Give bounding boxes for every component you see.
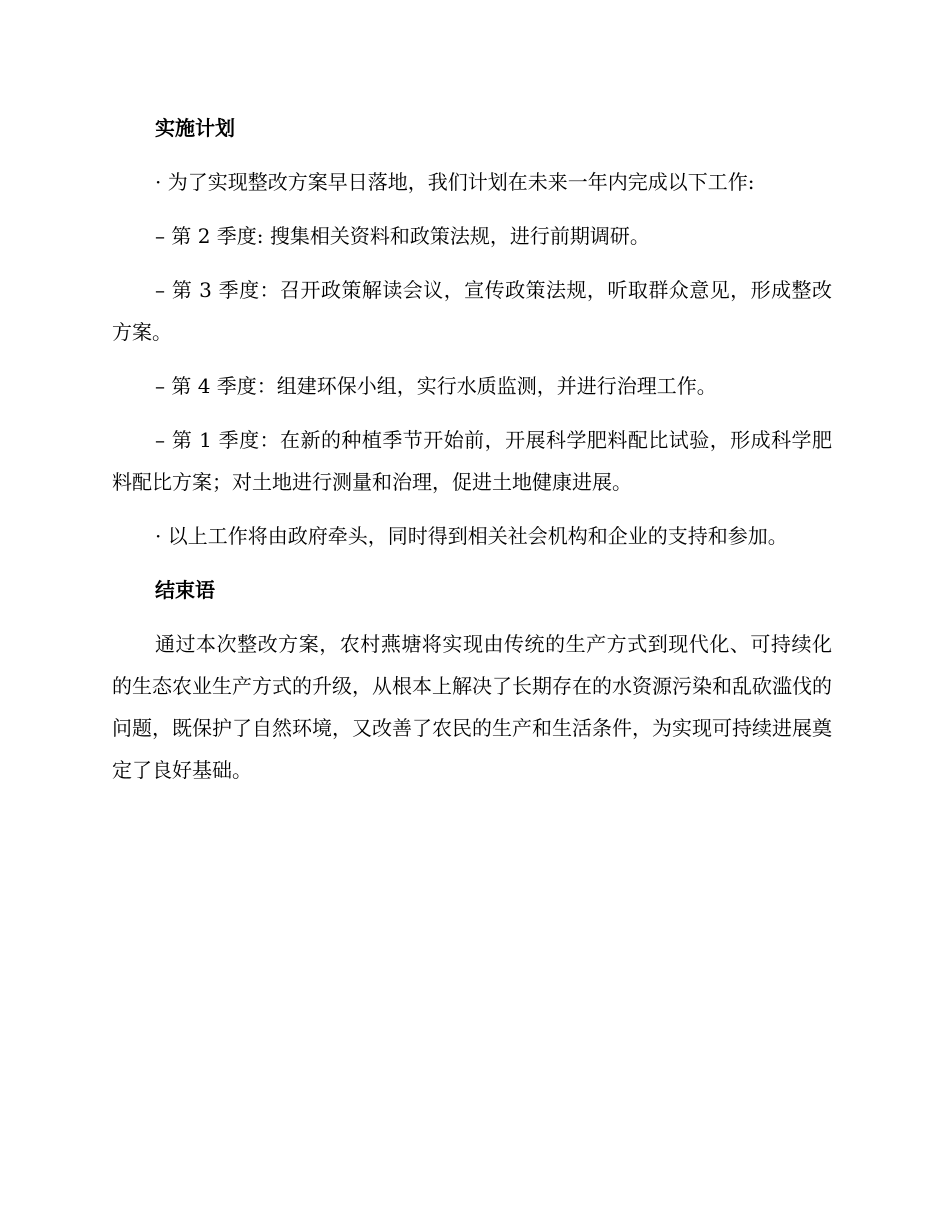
plan-q1-paragraph: – 第 1 季度：在新的种植季节开始前，开展科学肥料配比试验，形成科学肥料配比方案；对土地进行测量和治理，促进土地健康进展。 [112, 428, 832, 494]
plan-support-paragraph: · 以上工作将由政府牵头，同时得到相关社会机构和企业的支持和参加。 [155, 524, 788, 548]
plan-intro-paragraph: · 为了实现整改方案早日落地，我们计划在未来一年内完成以下工作: [155, 170, 755, 194]
plan-q3-paragraph: – 第 3 季度：召开政策解读会议，宣传政策法规，听取群众意见，形成整改方案。 [112, 278, 832, 344]
document-page [112, 107, 832, 791]
section-heading-plan: 实施计划 [155, 116, 235, 140]
plan-q4-paragraph: – 第 4 季度：组建环保小组，实行水质监测，并进行治理工作。 [155, 374, 717, 398]
section-heading-conclusion: 结束语 [155, 578, 215, 602]
plan-q2-paragraph: – 第 2 季度: 搜集相关资料和政策法规，进行前期调研。 [155, 224, 650, 248]
conclusion-paragraph: 通过本次整改方案，农村燕塘将实现由传统的生产方式到现代化、可持续化的生态农业生产方式的升级，从根本上解决了长期存在的水资源污染和乱砍滥伐的问题，既保护了自然环境，又改善了农民的生产和生活条件，为实现可持续进展奠定了良好基础。 [112, 632, 832, 782]
